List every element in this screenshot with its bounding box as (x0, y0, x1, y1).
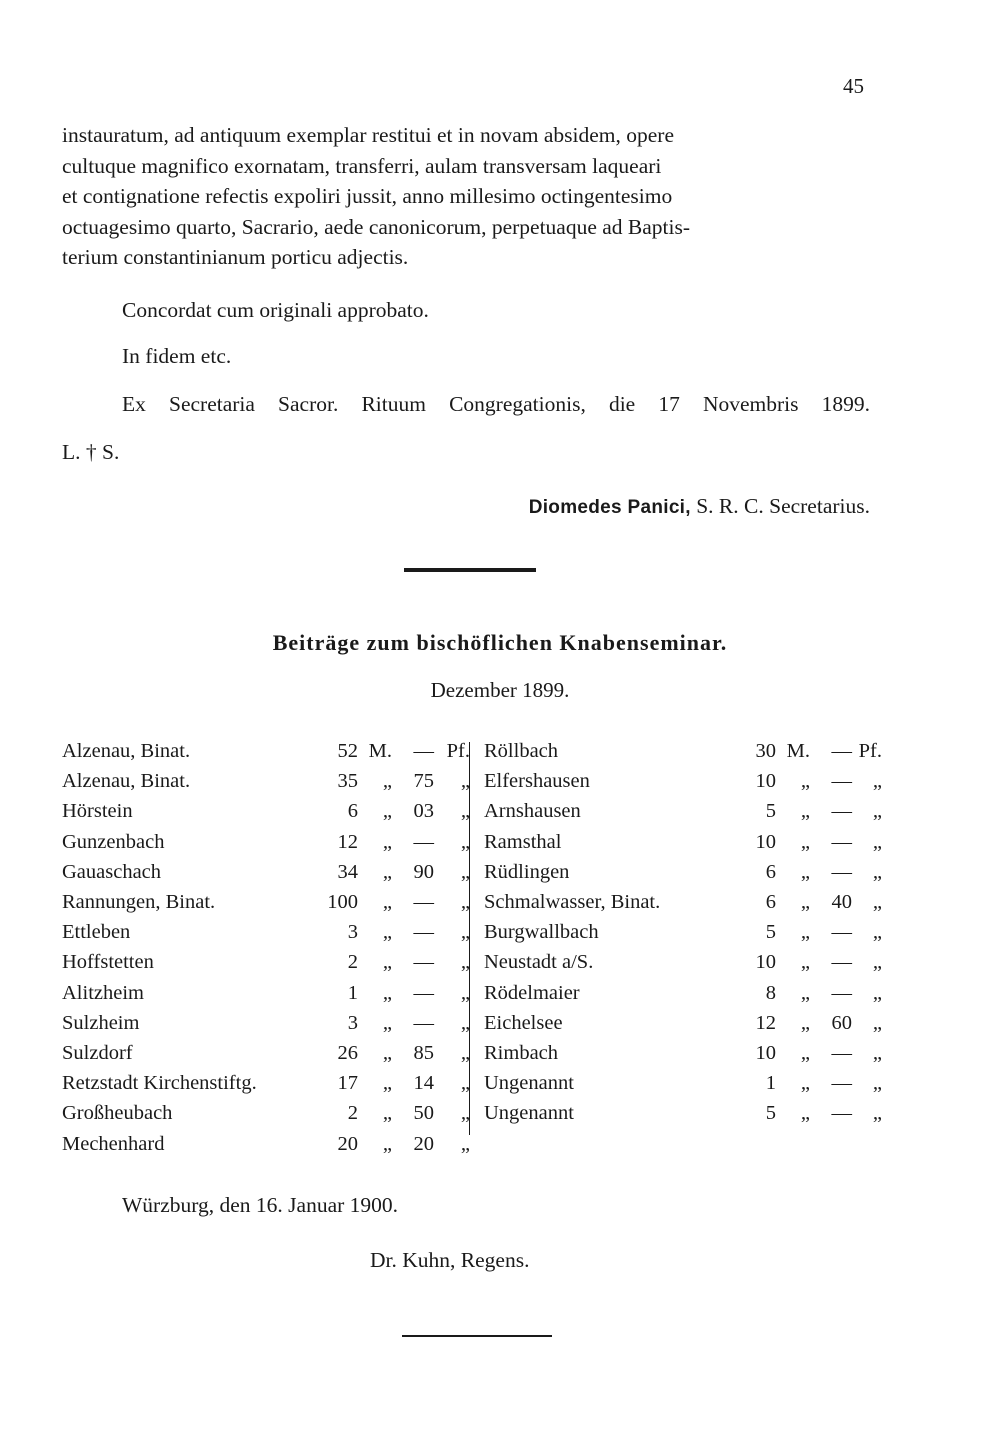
parish-name: Gauaschach (62, 860, 162, 883)
unit-mark: „ (800, 860, 810, 883)
pfennig-mark: 40 (831, 891, 852, 913)
pfennig-mark: — (831, 800, 852, 823)
parish-name: Ungenannt (484, 1072, 574, 1095)
unit-mark: „ (800, 800, 810, 823)
unit-mark: „ (382, 1011, 392, 1034)
paragraph-line: cultuque magnifico exornatam, transferri, aulam transversam laqueari (62, 153, 662, 178)
ex-secretaria-line: Ex Secretaria Sacror. Rituum Congregationis, die 17 Novembris 1899. (122, 392, 870, 416)
amount-mark: 35 (337, 770, 358, 793)
contribution-row (62, 981, 470, 1012)
amount-mark: 6 (347, 800, 358, 823)
pfennig-mark: — (831, 740, 852, 762)
pfennig-unit-mark: „ (460, 1102, 470, 1125)
pfennig-unit-mark: „ (460, 921, 470, 944)
parish-name: Elfershausen (484, 770, 590, 793)
contribution-row (62, 1102, 470, 1132)
amount-mark: 34 (337, 860, 358, 883)
parish-name: Großheubach (62, 1102, 173, 1125)
place-date-line: Würzburg, den 16. Januar 1900. (122, 1193, 399, 1217)
parish-name: Ramsthal (484, 830, 562, 853)
amount-mark: 2 (347, 951, 358, 974)
pfennig-mark: — (413, 981, 434, 1004)
parish-name: Rimbach (484, 1042, 559, 1064)
amount-mark: 5 (765, 921, 776, 944)
parish-name: Hörstein (62, 800, 133, 823)
unit-mark: „ (382, 921, 392, 944)
pfennig-unit-mark: „ (872, 981, 882, 1004)
unit-mark: „ (382, 1102, 392, 1125)
paragraph-line: instauratum, ad antiquum exemplar restitui et in novam absidem, opere (62, 123, 674, 147)
parish-name: Rannungen, Binat. (62, 891, 216, 913)
amount-mark: 1 (765, 1072, 776, 1095)
contribution-row (484, 800, 884, 830)
pfennig-mark: — (413, 830, 434, 853)
unit-mark: „ (800, 770, 810, 793)
amount-mark: 3 (347, 921, 358, 944)
amount-mark: 12 (755, 1011, 776, 1034)
contribution-row (62, 800, 470, 830)
amount-mark: 10 (755, 830, 776, 853)
pfennig-unit-mark: „ (460, 1011, 470, 1034)
pfennig-mark: — (831, 770, 852, 793)
pfennig-mark: — (413, 951, 434, 974)
pfennig-unit-mark: „ (460, 800, 470, 823)
pfennig-unit-mark: „ (872, 800, 882, 823)
unit-mark: „ (382, 830, 392, 853)
amount-mark: 20 (337, 1132, 358, 1155)
section-subheading: Dezember 1899. (430, 678, 570, 702)
parish-name: Alzenau, Binat. (62, 770, 191, 793)
contribution-row (62, 830, 470, 861)
pfennig-mark: 03 (413, 800, 434, 823)
pfennig-mark: 50 (413, 1102, 434, 1125)
unit-mark: „ (382, 860, 392, 883)
pfennig-unit-mark: „ (460, 951, 470, 974)
amount-mark: 6 (765, 891, 776, 913)
contribution-row (484, 921, 884, 951)
pfennig-mark: — (831, 860, 852, 883)
amount-mark: 10 (755, 951, 776, 974)
unit-mark: „ (800, 921, 810, 944)
parish-name: Ungenannt (484, 1102, 574, 1125)
amount-mark: 26 (337, 1042, 358, 1064)
unit-mark: „ (382, 1042, 392, 1064)
pfennig-unit-mark: „ (872, 951, 882, 974)
contribution-row (62, 1011, 470, 1042)
unit-mark: „ (800, 891, 810, 913)
contribution-row (484, 740, 884, 770)
amount-mark: 100 (327, 891, 358, 913)
pfennig-mark: — (413, 921, 434, 944)
pfennig-mark: — (831, 921, 852, 944)
seal-mark: L. † S. (62, 440, 120, 464)
contribution-row (484, 951, 884, 981)
pfennig-unit-mark: „ (872, 770, 882, 793)
pfennig-unit-mark: „ (872, 891, 882, 913)
parish-name: Rödelmaier (484, 981, 580, 1004)
pfennig-mark: — (831, 1042, 852, 1064)
parish-name: Gunzenbach (62, 830, 165, 853)
unit-mark: „ (382, 951, 392, 974)
unit-mark: „ (382, 1132, 392, 1155)
pfennig-mark: — (413, 1011, 434, 1034)
pfennig-unit-mark: „ (872, 830, 882, 853)
amount-mark: 3 (347, 1011, 358, 1034)
amount-mark: 12 (337, 830, 358, 853)
parish-name: Schmalwasser, Binat. (484, 891, 661, 913)
signature-title: S. R. C. Secretarius. (696, 494, 870, 518)
amount-mark: 10 (755, 1042, 776, 1064)
contribution-row (484, 831, 884, 861)
pfennig-mark: 90 (413, 860, 434, 883)
unit-mark: M. (786, 740, 810, 762)
contribution-row (62, 860, 470, 891)
contribution-row (484, 891, 884, 921)
amount-mark: 10 (755, 770, 776, 793)
page-number: 45 (843, 74, 864, 98)
contribution-row (62, 1042, 470, 1072)
unit-mark: „ (800, 951, 810, 974)
pfennig-unit-mark: „ (872, 860, 882, 883)
amount-mark: 2 (347, 1102, 358, 1125)
pfennig-unit-mark: „ (460, 981, 470, 1004)
parish-name: Alzenau, Binat. (62, 740, 191, 762)
amount-mark: 1 (347, 981, 358, 1004)
pfennig-unit-mark: „ (460, 860, 470, 883)
pfennig-unit-mark: „ (460, 1042, 470, 1064)
unit-mark: „ (800, 1102, 810, 1125)
pfennig-unit-mark: „ (872, 1011, 882, 1034)
parish-name: Arnshausen (484, 800, 581, 823)
contribution-row (484, 982, 884, 1012)
paragraph-line: octuagesimo quarto, Sacrario, aede canonicorum, perpetuaque ad Baptis- (62, 214, 691, 239)
pfennig-mark: 60 (831, 1011, 852, 1034)
pfennig-mark: 85 (413, 1042, 434, 1064)
in-fidem-line: In fidem etc. (122, 344, 232, 368)
section-divider (404, 568, 536, 572)
pfennig-unit-mark: Pf. (858, 740, 882, 762)
contribution-row (62, 891, 470, 921)
parish-name: Retzstadt Kirchenstiftg. (62, 1072, 257, 1095)
pfennig-mark: 75 (413, 770, 434, 793)
parish-name: Burgwallbach (484, 921, 599, 944)
pfennig-unit-mark: Pf. (446, 740, 470, 762)
unit-mark: „ (800, 830, 810, 853)
unit-mark: „ (800, 981, 810, 1004)
parish-name: Sulzdorf (62, 1042, 133, 1064)
unit-mark: „ (382, 1072, 392, 1095)
unit-mark: „ (382, 891, 392, 913)
pfennig-unit-mark: „ (872, 1102, 882, 1125)
parish-name: Alitzheim (62, 981, 144, 1004)
parish-name: Sulzheim (62, 1011, 140, 1034)
pfennig-unit-mark: „ (460, 770, 470, 793)
unit-mark: M. (368, 740, 392, 762)
pfennig-mark: — (831, 1072, 852, 1095)
contribution-row (62, 921, 470, 951)
unit-mark: „ (800, 1011, 810, 1034)
parish-name: Röllbach (484, 740, 559, 762)
parish-name: Rüdlingen (484, 860, 570, 883)
amount-mark: 52 (337, 740, 358, 762)
bottom-divider (402, 1335, 552, 1337)
signature-block (529, 494, 870, 519)
contribution-row (62, 740, 470, 770)
unit-mark: „ (800, 1042, 810, 1064)
closing-signature: Dr. Kuhn, Regens. (370, 1248, 530, 1272)
parish-name: Ettleben (62, 921, 131, 944)
unit-mark: „ (382, 770, 392, 793)
unit-mark: „ (382, 800, 392, 823)
amount-mark: 5 (765, 800, 776, 823)
pfennig-mark: — (413, 740, 434, 762)
pfennig-unit-mark: „ (460, 1132, 470, 1155)
contribution-row (484, 1042, 884, 1072)
amount-mark: 17 (337, 1072, 358, 1095)
parish-name: Neustadt a/S. (484, 951, 594, 974)
amount-mark: 6 (765, 860, 776, 883)
pfennig-mark: — (831, 1102, 852, 1125)
amount-mark: 30 (755, 740, 776, 762)
contribution-row (484, 1012, 884, 1042)
pfennig-mark: — (831, 951, 852, 974)
contribution-row (484, 1102, 884, 1132)
parish-name: Eichelsee (484, 1011, 563, 1034)
pfennig-mark: 14 (413, 1072, 434, 1095)
contribution-row (62, 1132, 470, 1163)
unit-mark: „ (382, 981, 392, 1004)
pfennig-unit-mark: „ (460, 1072, 470, 1095)
contribution-row (484, 1072, 884, 1102)
amount-mark: 5 (765, 1102, 776, 1125)
contribution-row (62, 770, 470, 800)
pfennig-mark: — (413, 891, 434, 913)
unit-mark: „ (800, 1072, 810, 1095)
concordat-line: Concordat cum originali approbato. (122, 298, 429, 322)
signature-name: Diomedes Panici, (528, 497, 691, 518)
paragraph-line: et contignatione refectis expoliri jussit, anno millesimo octingentesimo (62, 184, 673, 209)
pfennig-unit-mark: „ (460, 830, 470, 853)
pfennig-mark: 20 (413, 1132, 434, 1155)
paragraph-line: terium constantinianum porticu adjectis. (62, 245, 409, 270)
parish-name: Mechenhard (62, 1132, 165, 1155)
pfennig-unit-mark: „ (872, 921, 882, 944)
contribution-row (62, 1072, 470, 1102)
pfennig-unit-mark: „ (872, 1072, 882, 1095)
amount-mark: 8 (765, 981, 776, 1004)
parish-name: Hoffstetten (62, 951, 154, 974)
section-heading: Beiträge zum bischöflichen Knabenseminar. (272, 630, 728, 655)
contribution-row (484, 861, 884, 891)
contribution-row (62, 951, 470, 981)
pfennig-unit-mark: „ (460, 891, 470, 913)
contribution-row (484, 770, 884, 800)
pfennig-mark: — (831, 981, 852, 1004)
pfennig-mark: — (831, 830, 852, 853)
pfennig-unit-mark: „ (872, 1042, 882, 1064)
